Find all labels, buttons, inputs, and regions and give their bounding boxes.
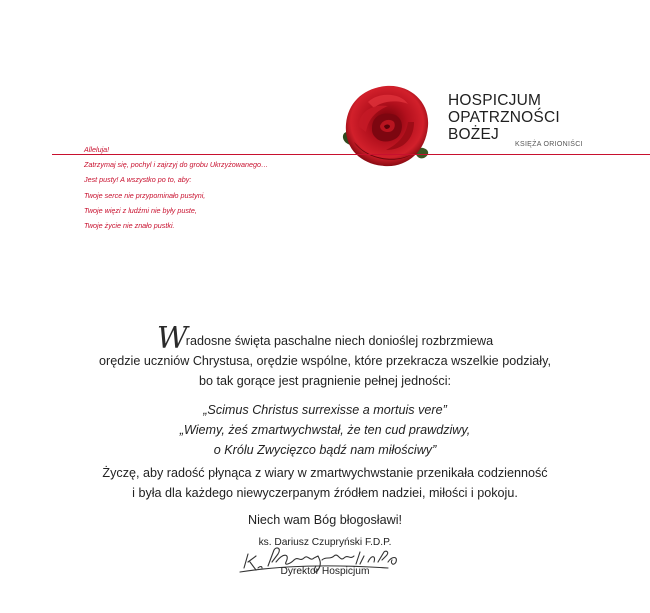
quote-line: „Scimus Christus surrexisse a mortuis vere” [203, 403, 447, 417]
organization-name-line-3: BOŻEJ [448, 126, 499, 143]
organization-name-line-2: OPATRZNOŚCI [448, 109, 560, 126]
organization-subtitle: KSIĘŻA ORIONIŚCI [515, 141, 583, 148]
greeting-line-text: radosne święta paschalne niech donioślej rozbrzmiewa [185, 334, 494, 348]
quote-line: o Królu Zwycięzco bądź nam miłościwy” [213, 443, 437, 457]
greeting-paragraph-1 [40, 321, 610, 391]
poem-line: Alleluja! [84, 145, 110, 154]
poem-line: Jest pusty! A wszystko po to, aby: [84, 175, 192, 185]
latin-quote [40, 400, 610, 460]
greeting-line: orędzie uczniów Chrystusa, orędzie wspólne, które przekracza wszelkie podziały, [99, 354, 551, 368]
signatory-role: Dyrektor Hospicjum [280, 566, 370, 577]
greeting-line: bo tak gorące jest pragnienie pełnej jedności: [198, 374, 452, 388]
greeting-paragraph-2 [40, 463, 610, 503]
greeting-line: Życzę, aby radość płynąca z wiary w zmartwychwstanie przenikała codzienność [102, 466, 548, 480]
red-rose-logo [338, 82, 434, 172]
poem [84, 142, 268, 233]
poem-line: Twoje serce nie przypominało pustyni, [84, 190, 206, 200]
poem-line: Zatrzymaj się, pochyl i zajrzyj do grobu Ukrzyżowanego… [84, 160, 269, 170]
blessing [40, 510, 610, 530]
decorative-initial: W [156, 321, 186, 356]
poem-line: Twoje życie nie znało pustki. [84, 221, 175, 231]
organization-name [448, 92, 560, 143]
greeting-line: i była dla każdego niewyczerpanym źródłem nadziei, miłości i pokoju. [132, 486, 518, 500]
organization-name-line-1: HOSPICJUM [448, 92, 542, 109]
blessing-text: Niech wam Bóg błogosławi! [248, 513, 402, 527]
quote-line: „Wiemy, żeś zmartwychwstał, że ten cud prawdziwy, [179, 423, 471, 437]
greeting-line [40, 321, 610, 356]
poem-line: Twoje więzi z ludźmi nie były puste, [84, 205, 197, 215]
signatory-name: ks. Dariusz Czupryński F.D.P. [258, 537, 392, 548]
